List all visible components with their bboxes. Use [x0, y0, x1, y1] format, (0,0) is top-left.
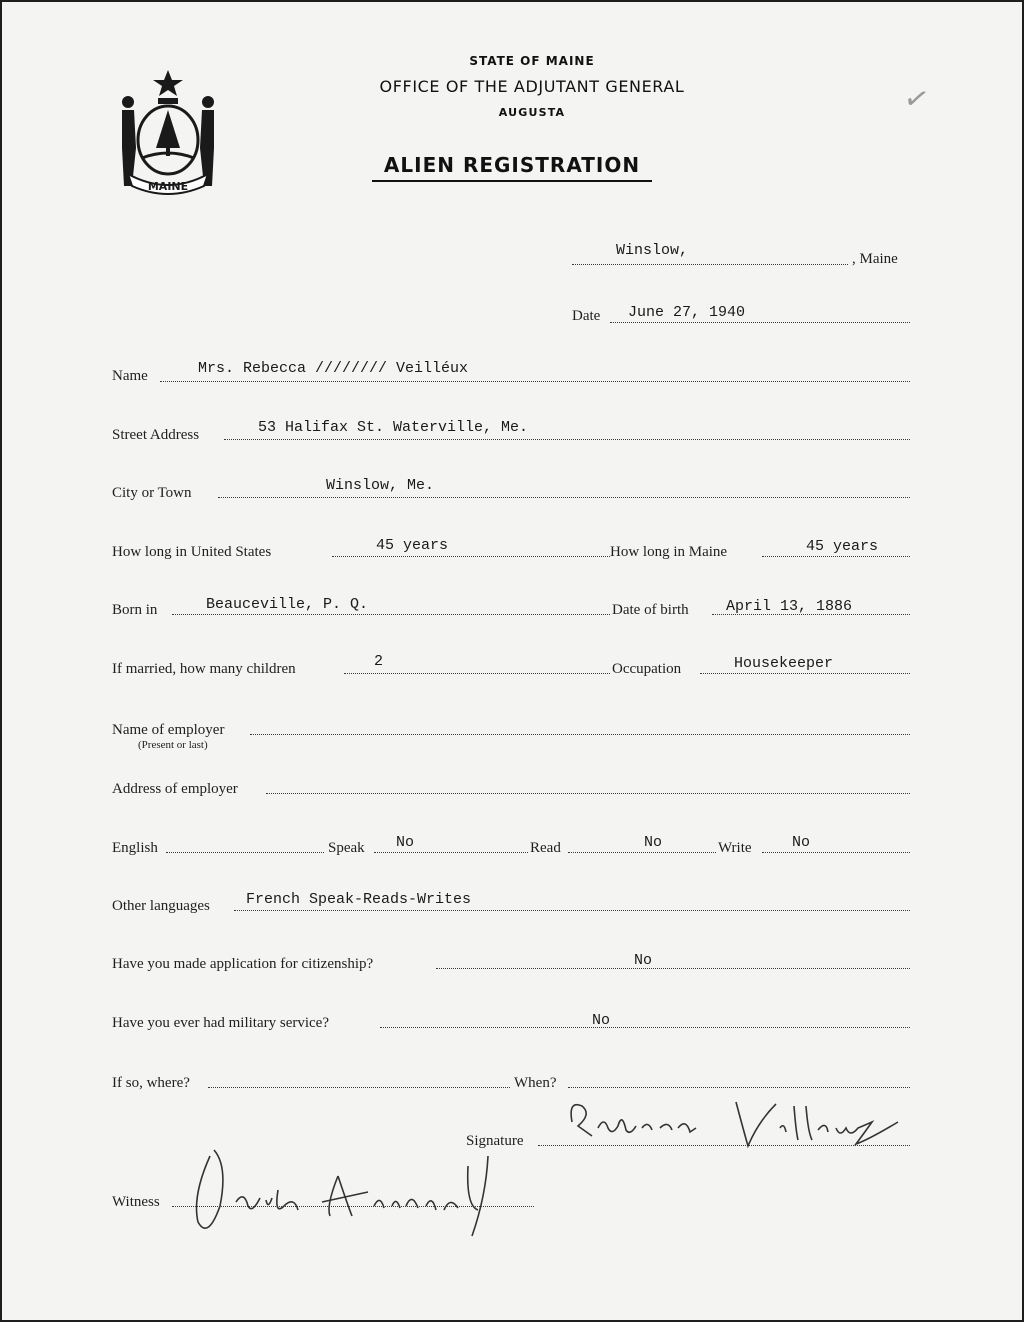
name-label: Name	[112, 368, 148, 384]
employer-address-label: Address of employer	[112, 781, 238, 797]
years-us-label: How long in United States	[112, 544, 272, 560]
birth-date-label: Date of birth	[612, 602, 689, 618]
signature-image	[558, 1092, 918, 1158]
years-maine-label: How long in Maine	[610, 544, 728, 560]
children-value: 2	[374, 653, 384, 670]
other-languages-label: Other languages	[112, 898, 210, 914]
years-maine-value: 45 years	[806, 538, 879, 555]
write-line	[762, 852, 910, 853]
when-line	[568, 1087, 910, 1088]
employer-sublabel: (Present or last)	[138, 739, 208, 751]
read-value: No	[644, 834, 663, 851]
write-value: No	[792, 834, 811, 851]
place-line	[572, 264, 848, 265]
employer-label: Name of employer	[112, 722, 225, 738]
street-address-label: Street Address	[112, 427, 200, 443]
children-label: If married, how many children	[112, 661, 296, 677]
city-value: Winslow, Me.	[326, 477, 435, 494]
witness-signature-image	[188, 1136, 508, 1246]
title-underline	[372, 180, 652, 182]
other-languages-value: French Speak-Reads-Writes	[246, 891, 472, 908]
check-mark-icon: ✓	[900, 79, 933, 120]
occupation-line	[700, 673, 910, 674]
city-heading: AUGUSTA	[498, 106, 566, 119]
military-value: No	[592, 1012, 611, 1029]
birth-date-value: April 13, 1886	[726, 598, 853, 615]
military-line	[380, 1027, 910, 1028]
date-value: June 27, 1940	[628, 304, 746, 321]
years-maine-line	[762, 556, 910, 557]
speak-label: Speak	[328, 840, 365, 856]
citizenship-value: No	[634, 952, 653, 969]
english-label: English	[112, 840, 158, 856]
occupation-value: Housekeeper	[734, 655, 834, 672]
years-us-line	[332, 556, 610, 557]
place-value: Winslow,	[616, 242, 689, 259]
signature-label: Signature	[466, 1133, 524, 1149]
date-label: Date	[572, 308, 601, 324]
name-value: Mrs. Rebecca //////// Veilléux	[198, 360, 469, 377]
witness-label: Witness	[112, 1194, 160, 1210]
military-label: Have you ever had military service?	[112, 1015, 329, 1031]
svg-text:MAINE: MAINE	[147, 180, 189, 193]
where-label: If so, where?	[112, 1075, 190, 1091]
employer-address-line	[266, 793, 910, 794]
speak-line	[374, 852, 528, 853]
read-line	[568, 852, 716, 853]
english-line	[166, 852, 324, 853]
name-line	[160, 381, 910, 382]
citizenship-line	[436, 968, 910, 969]
employer-line	[250, 734, 910, 735]
read-label: Read	[530, 840, 561, 856]
years-us-value: 45 years	[376, 537, 449, 554]
city-line	[218, 497, 910, 498]
state-heading: STATE OF MAINE	[469, 54, 595, 68]
where-line	[208, 1087, 510, 1088]
city-label: City or Town	[112, 485, 192, 501]
children-line	[344, 673, 610, 674]
when-label: When?	[514, 1075, 557, 1091]
maine-state-seal-icon	[114, 68, 222, 198]
write-label: Write	[718, 840, 752, 856]
born-in-value: Beauceville, P. Q.	[206, 596, 369, 613]
place-suffix: , Maine	[852, 251, 898, 267]
born-in-label: Born in	[112, 602, 158, 618]
office-heading: OFFICE OF THE ADJUTANT GENERAL	[379, 77, 685, 96]
form-title: ALIEN REGISTRATION	[383, 153, 641, 177]
occupation-label: Occupation	[612, 661, 682, 677]
citizenship-label: Have you made application for citizenship?	[112, 956, 374, 972]
born-in-line	[172, 614, 610, 615]
street-address-value: 53 Halifax St. Waterville, Me.	[258, 419, 529, 436]
street-address-line	[224, 439, 910, 440]
speak-value: No	[396, 834, 415, 851]
date-line	[610, 322, 910, 323]
other-languages-line	[234, 910, 910, 911]
